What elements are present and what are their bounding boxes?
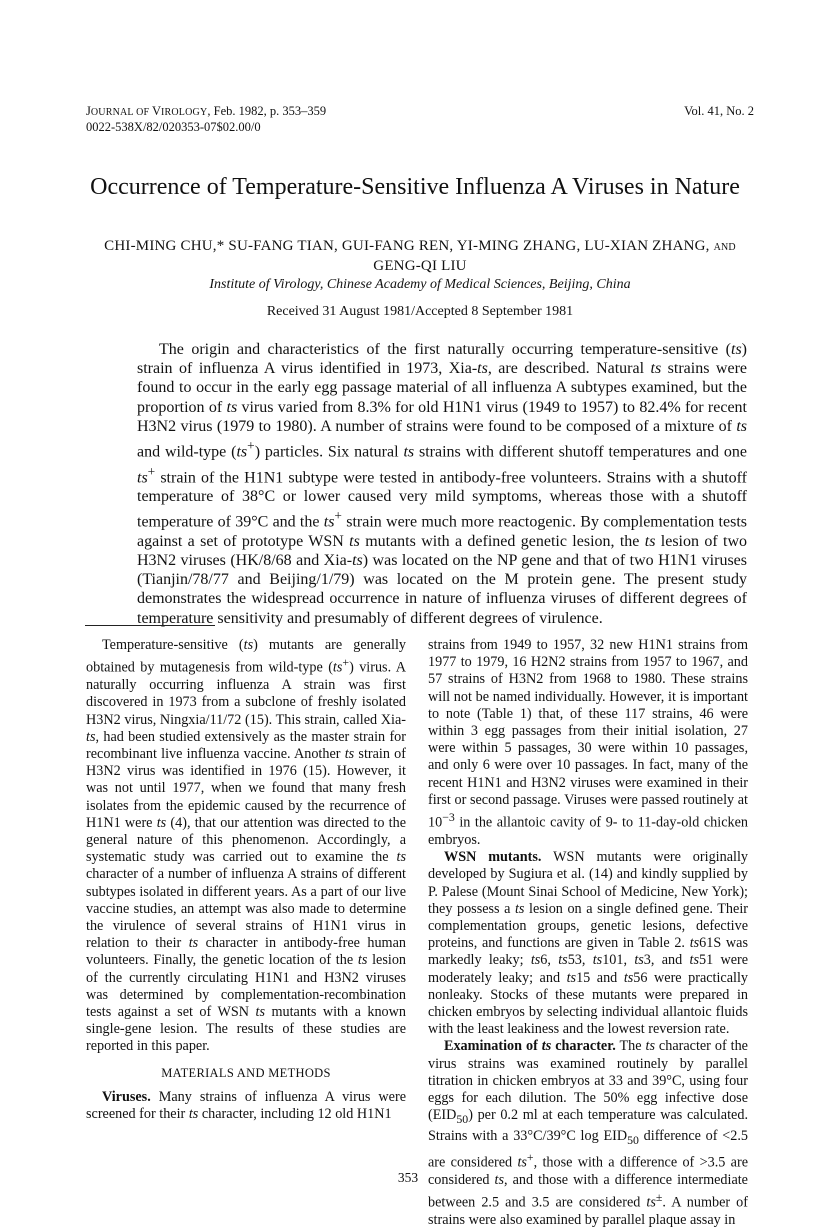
received-dates: Received 31 August 1981/Accepted 8 September 1981 bbox=[266, 304, 574, 319]
wsn-mutants-paragraph: WSN mutants. WSN mutants were originally developed by Sugiura et al. (14) and kindly supplied by P. Palese (Mount Sinai School of Medicine, New York); they possess a ts lesion on a single defined gene. Their complementation groups, genetic lesions, defective proteins, and functions are given in Table 2. ts61S was markedly leaky; ts6, ts53, ts101, ts3, and ts51 were moderately leaky; and ts15 and ts56 were practically nonleaky. Stocks of these mutants were prepared in chicken embryos by selecting individual allantoic fluids with the least leakiness and the lowest reversion rate. bbox=[428, 849, 749, 1038]
author-list bbox=[80, 237, 760, 276]
abstract: The origin and characteristics of the first naturally occurring temperature-sensitive (ts) strain of influenza A virus identified in 1973, Xia-ts, are described. Natural ts strains were found to occur in the early egg passage material of all influenza A subtypes examined, but the proportion of ts virus varied from 8.3% for old H1N1 virus (1949 to 1957) to 82.4% for recent H3N2 virus (1979 to 1980). A number of strains were found to be composed of a mixture of ts and wild-type (ts+) particles. Six natural ts strains with different shutoff temperatures and one ts+ strain of the H1N1 subtype were tested in antibody-free volunteers. Strains with a shutoff temperature of 38°C or lower caused very mild symptoms, whereas those with a shutoff temperature of 39°C and the ts+ strain were much more reactogenic. By complementation tests against a set of prototype WSN ts mutants with a defined genetic lesion, the ts lesion of two H3N2 viruses (HK/8/68 and Xia-ts) was located on the NP gene and that of two H1N1 viruses (Tianjin/78/77 and Beijing/1/79) was located on the M protein gene. The present study demonstrates the widespread occurrence in nature of influenza viruses of different degrees of temperature sensitivity and presumably of different degrees of virulence. bbox=[137, 341, 748, 627]
volume-info: Vol. 41, No. 2 bbox=[684, 104, 754, 118]
article-code: 0022-538X/82/020353-07$02.00/0 bbox=[86, 120, 261, 134]
viruses-paragraph: Viruses. Many strains of influenza A virus were screened for their ts character, including 12 old H1N1 bbox=[86, 1088, 406, 1123]
left-column bbox=[86, 637, 406, 1123]
article-title: Occurrence of Temperature-Sensitive Influenza A Viruses in Nature bbox=[90, 174, 740, 200]
right-column bbox=[428, 637, 748, 1230]
page-number: 353 bbox=[397, 1170, 419, 1185]
section-divider bbox=[85, 625, 215, 626]
intro-paragraph: Temperature-sensitive (ts) mutants are generally obtained by mutagenesis from wild-type (ts+) virus. A naturally occurring influenza A strain was first discovered in 1973 from a subclone of freshly isolated H3N2 virus, Ningxia/11/72 (15). This strain, called Xia-ts, had been studied extensively as the master strain for recombinant live influenza vaccine. Another ts strain of H3N2 virus was identified in 1976 (15). However, it was not until 1977, when we found that many fresh isolates from the epidemic caused by the recurrence of H1N1 were ts (4), that our attention was directed to the general nature of this phenomenon. Accordingly, a systematic study was carried out to examine the ts character of a number of influenza A strains of different subtypes isolated in different years. As a part of our live vaccine studies, an attempt was also made to determine the virulence of several strains of H1N1 virus in relation to their ts character in antibody-free human volunteers. Finally, the genetic location of the ts lesion of the currently circulating H1N1 and H3N2 viruses was determined by complementation-recombination tests against a set of WSN ts mutants with a known single-gene lesion. The results of these studies are reported in this paper. bbox=[86, 637, 407, 1055]
strains-paragraph: strains from 1949 to 1957, 32 new H1N1 strains from 1977 to 1979, 16 H2N2 strains from 1957 to 1967, and 57 strains of H3N2 from 1968 to 1980. These strains will not be named individually. However, it is important to note (Table 1) that, of these 117 strains, 46 were within 3 egg passages from their initial isolation, 27 were within 5 passages, 30 were within 10 passages, and only 6 were over 10 passages. In fact, many of the recent H1N1 and H3N2 viruses were examined in their first or second passage. Viruses were passed routinely at $10^{-3}$ in the allantoic cavity of 9- to 11-day-old chicken embryos. bbox=[428, 637, 748, 848]
ts-character-paragraph: Examination of ts character. The ts character of the virus strains was examined routinely by parallel titration in chicken embryos at 33 and 39°C, using four eggs for each dilution. The 50% egg infective dose $(EID_{50})$ per 0.2 ml at each temperature was calculated. Strains with a 33°C/39°C $\log EID_{50}$ difference of <2.5 are considered ts+, those with a difference of >3.5 are considered ts, and those with a difference intermediate between 2.5 and 3.5 are considered ts±. A number of strains were also examined by parallel plaque assay in bbox=[428, 1038, 748, 1229]
journal-header bbox=[86, 104, 326, 135]
affiliation: Institute of Virology, Chinese Academy of Medical Sciences, Beijing, China bbox=[209, 277, 631, 292]
authors-and: AND bbox=[713, 242, 736, 253]
section-heading: MATERIALS AND METHODS bbox=[161, 1065, 331, 1080]
journal-citation: JOURNAL OF VIROLOGY, Feb. 1982, p. 353–359 bbox=[86, 104, 327, 118]
authors-line-2: GENG-QI LIU bbox=[373, 258, 467, 274]
authors-line-1: CHI-MING CHU,* SU-FANG TIAN, GUI-FANG REN, YI-MING ZHANG, LU-XIAN ZHANG, bbox=[104, 238, 710, 254]
